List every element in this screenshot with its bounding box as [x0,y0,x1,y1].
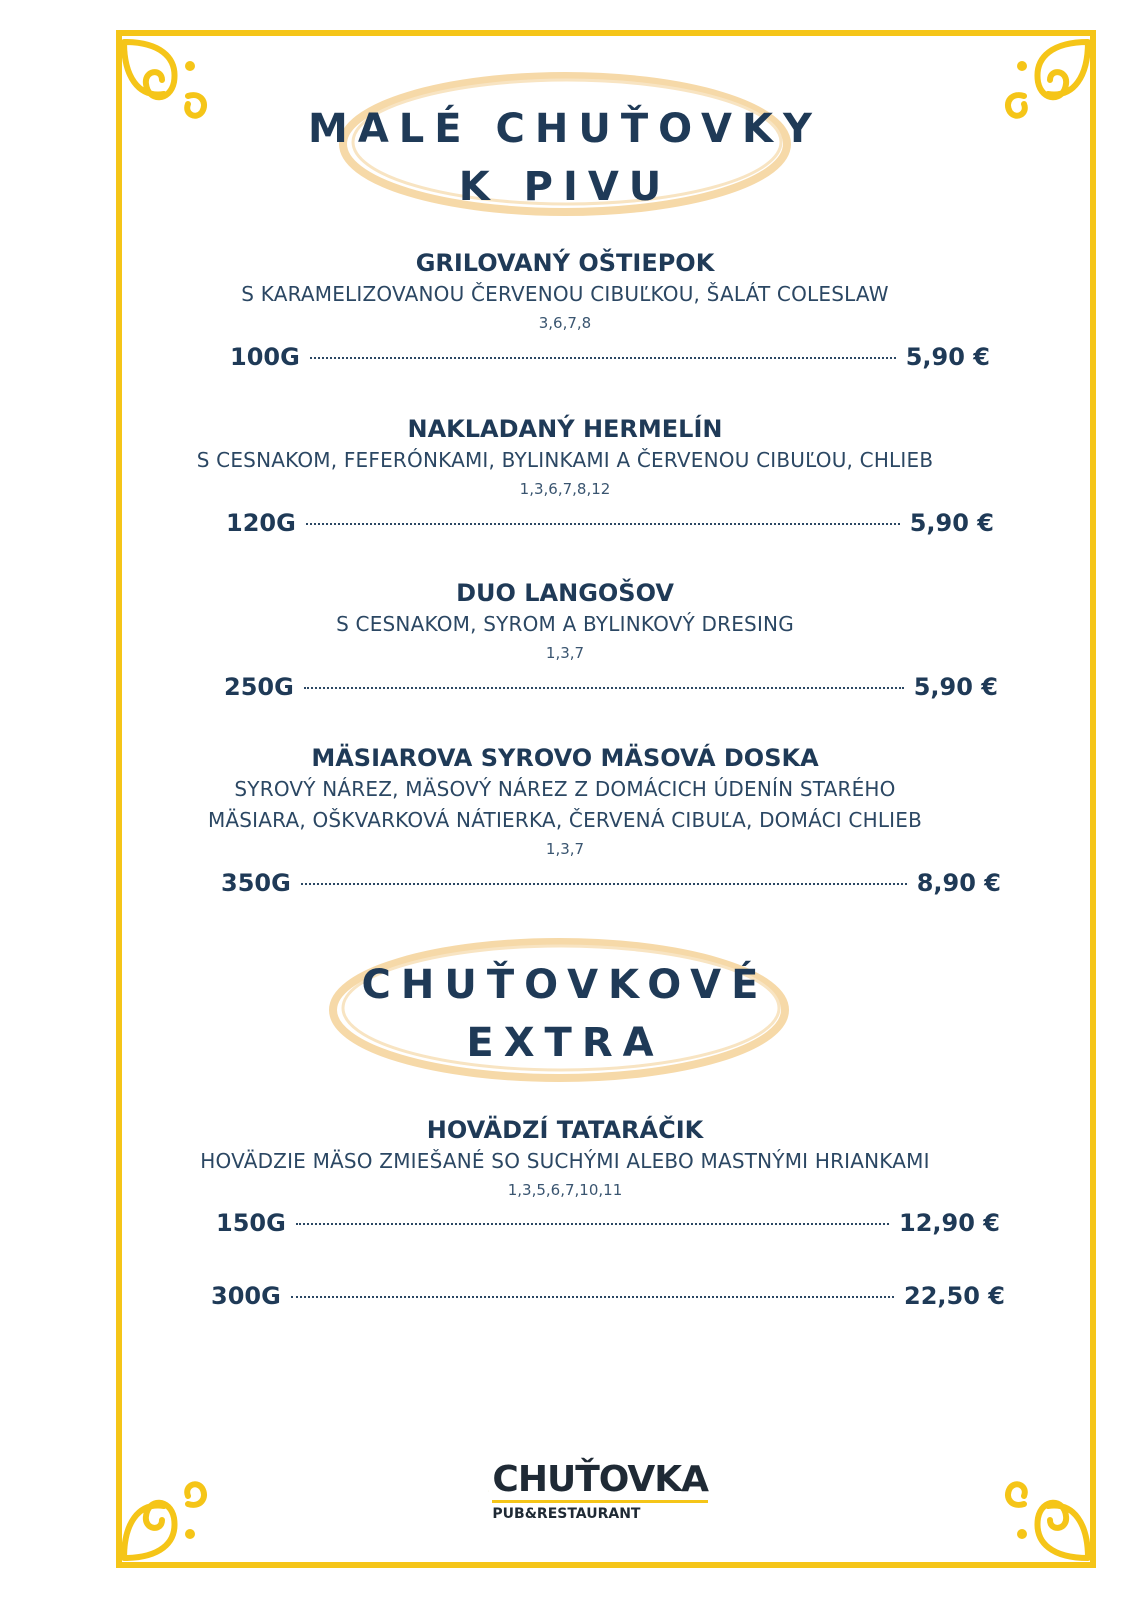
item-price: 22,50 € [904,1282,1005,1310]
item-name: MÄSIAROVA SYROVO MÄSOVÁ DOSKA [311,744,819,772]
corner-ornament-bottom-right [998,1468,1094,1564]
dotted-leader [291,1296,894,1298]
section-title-line: MALÉ CHUŤOVKY [308,106,822,152]
item-name: GRILOVANÝ OŠTIEPOK [415,249,715,277]
dotted-leader [306,523,900,525]
item-price: 5,90 € [905,343,990,371]
menu-item [0,577,1130,666]
price-row [230,343,990,371]
item-allergens: 1,3,6,7,8,12 [519,480,611,498]
item-name: DUO LANGOŠOV [456,579,674,607]
item-weight: 150G [216,1209,286,1237]
price-row [221,869,1001,897]
brand-logo [488,1448,708,1534]
item-description: MÄSIARA, OŠKVARKOVÁ NÁTIERKA, ČERVENÁ CIBUĽA, DOMÁCI CHLIEB [207,808,923,832]
section-title-line: EXTRA [466,1020,664,1066]
corner-ornament-bottom-left [118,1468,214,1564]
dotted-leader [301,883,907,885]
menu-item [0,1114,1130,1203]
dotted-leader [304,687,904,689]
item-allergens: 3,6,7,8 [538,314,592,332]
dotted-leader [296,1223,889,1225]
item-weight: 350G [221,869,291,897]
item-allergens: 1,3,7 [545,840,585,858]
item-weight: 300G [211,1282,281,1310]
logo-tagline: PUB&RESTAURANT [492,1500,708,1523]
item-description: HOVÄDZIE MÄSO ZMIEŠANÉ SO SUCHÝMI ALEBO MASTNÝMI HRIANKAMI [200,1149,930,1173]
menu-item [0,413,1130,502]
item-price: 5,90 € [909,509,994,537]
section-title-line: K PIVU [458,164,672,210]
item-weight: 120G [226,509,296,537]
item-description: SYROVÝ NÁREZ, MÄSOVÝ NÁREZ Z DOMÁCICH ÚDENÍN STARÉHO [234,777,896,801]
item-allergens: 1,3,7 [545,644,585,662]
price-row [216,1209,1000,1237]
item-weight: 100G [230,343,300,371]
price-row [211,1282,1005,1310]
item-allergens: 1,3,5,6,7,10,11 [507,1181,623,1199]
item-price: 12,90 € [899,1209,1000,1237]
menu-item [0,247,1130,336]
item-description: S KARAMELIZOVANOU ČERVENOU CIBUĽKOU, ŠALÁT COLESLAW [241,282,889,306]
item-weight: 250G [224,673,294,701]
item-description: S CESNAKOM, SYROM A BYLINKOVÝ DRESING [336,612,794,636]
section-heading-extra-snacks [0,938,1130,1072]
item-price: 5,90 € [913,673,998,701]
logo-brand-name: CHUŤOVKA [492,1458,708,1500]
dotted-leader [310,357,896,359]
item-name: NAKLADANÝ HERMELÍN [407,415,723,443]
menu-item [0,742,1130,862]
item-description: S CESNAKOM, FEFERÓNKAMI, BYLINKAMI A ČERVENOU CIBUĽOU, CHLIEB [196,448,934,472]
section-title-line: CHUŤOVKOVÉ [361,962,769,1008]
section-heading-small-snacks [0,70,1130,216]
item-price: 8,90 € [916,869,1001,897]
price-row [226,509,994,537]
item-name: HOVÄDZÍ TATARÁČIK [426,1116,704,1144]
price-row [224,673,998,701]
